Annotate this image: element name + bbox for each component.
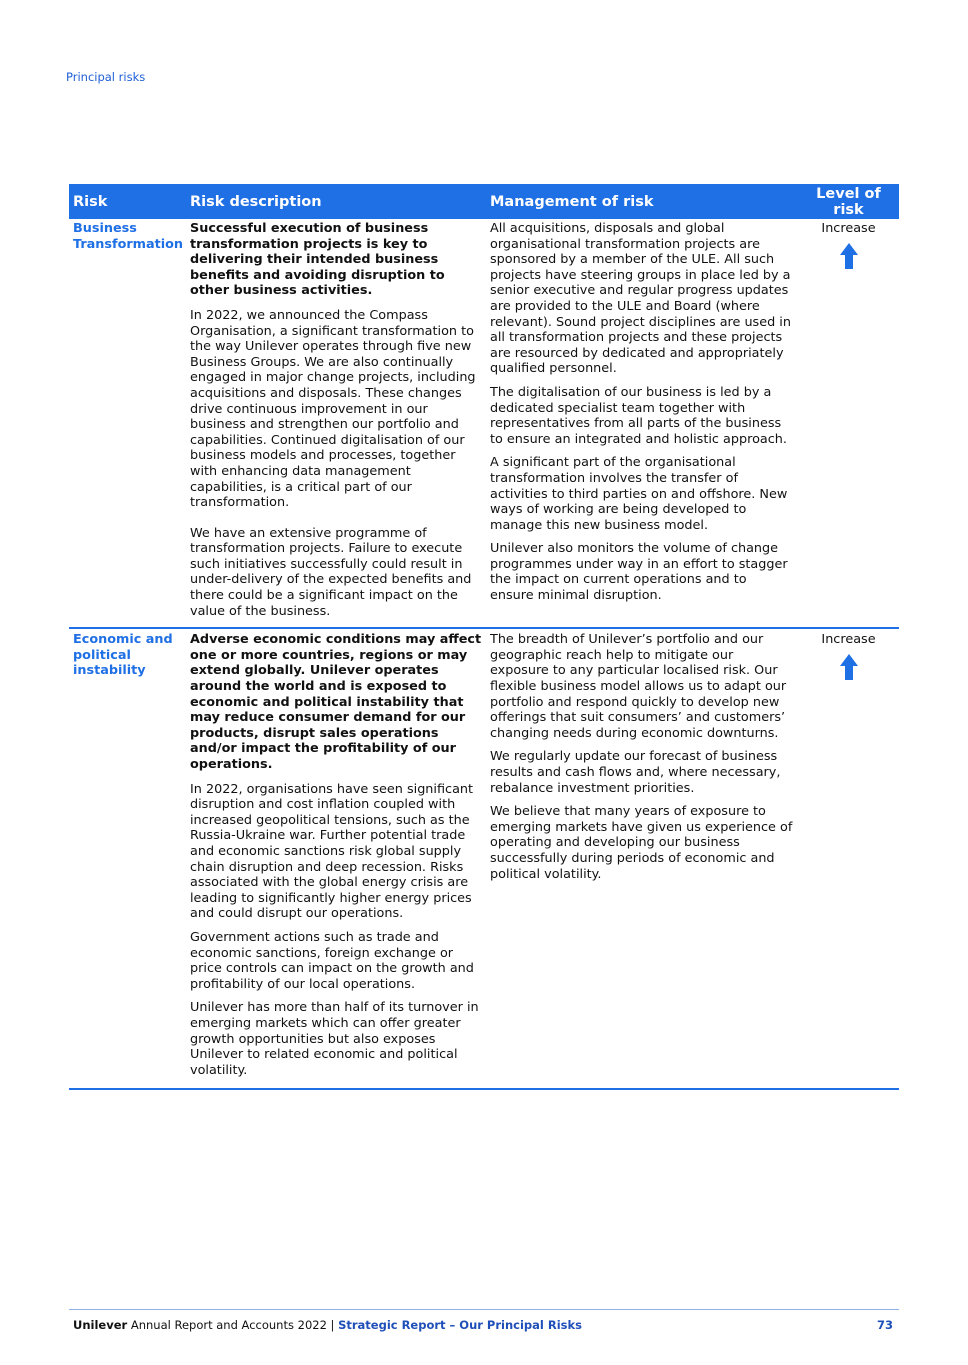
risk-management-paragraph: Unilever also monitors the volume of change programmes under way in an effort to stagger the impact on current operations and to ensure minimal disruption.: [490, 541, 788, 604]
risk-description: [186, 219, 486, 628]
risk-level-label: Increase: [821, 221, 876, 236]
risk-description-paragraph: Unilever has more than half of its turnover in emerging markets which can offer greater growth opportunities but also exposes Unilever to related economic and political volatility.: [190, 1000, 479, 1078]
footer-brand: Unilever: [73, 1318, 128, 1332]
risk-description-paragraph: In 2022, we announced the Compass Organisation, a significant transformation to the way Unilever operates through five new Business Groups. We are also continually engaged in major change projects, including acquisitions and disposals. These changes drive continuous improvement in our business and strengthen our portfolio and capabilities. Continued digitalisation of our business models and processes, together with enhancing data management capabilities, is a critical part of our transformation.: [190, 307, 476, 511]
table-row: [69, 628, 899, 1089]
risk-table: [69, 184, 899, 1090]
arrow-up-icon: [839, 653, 859, 681]
column-header-risk-description: Risk description: [186, 184, 486, 219]
risk-management: [486, 628, 798, 1089]
footer-report-section-link[interactable]: Strategic Report – Our Principal Risks: [338, 1318, 582, 1332]
risk-level: [798, 628, 899, 1089]
risk-management: [486, 219, 798, 628]
risk-description-paragraph: Government actions such as trade and economic sanctions, foreign exchange or price controls can impact on the growth and profitability of our local operations.: [190, 929, 474, 992]
footer-report-title: Annual Report and Accounts 2022 |: [127, 1318, 339, 1332]
table-row: [69, 219, 899, 628]
footer-divider: [69, 1309, 899, 1310]
risk-management-paragraph: We believe that many years of exposure to emerging markets have given us experience of operating and developing our business successfully during periods of economic and political volatility.: [490, 804, 793, 882]
risk-management-paragraph: All acquisitions, disposals and global organisational transformation projects are sponsored by a member of the ULE. All such projects have steering groups in place led by a senior executive and regular progress updates are provided to the ULE and Board (where relevant). Sound project disciplines are used in all transformation projects and these projects are resourced by dedicated and appropriately qualified personnel.: [490, 221, 791, 377]
risk-level-label: Increase: [821, 632, 876, 648]
table-header-row: [69, 184, 899, 219]
section-label: Principal risks: [66, 70, 146, 84]
column-header-level-of-risk: Level of risk: [798, 184, 899, 219]
risk-name: Business Transformation: [73, 221, 184, 252]
page-footer: [73, 1318, 893, 1332]
risk-management-paragraph: The breadth of Unilever’s portfolio and our geographic reach help to mitigate our exposure to any particular localised risk. Our flexible business model allows us to adapt our portfolio and respond quickly to develop new offerings that suit consumers’ and customers’ changing needs during economic downturns.: [490, 632, 787, 741]
risk-level: [798, 219, 899, 628]
risk-management-paragraph: A significant part of the organisational transformation involves the transfer of activities to third parties on and offshore. New ways of working are being developed to manage this new business model.: [490, 455, 788, 533]
column-header-management-of-risk: Management of risk: [486, 184, 798, 219]
page-number: 73: [876, 1318, 893, 1332]
risk-management-paragraph: We regularly update our forecast of business results and cash flows and, where necessary, rebalance investment priorities.: [490, 749, 781, 796]
arrow-up-icon: [839, 242, 859, 270]
risk-description-paragraph: In 2022, organisations have seen significant disruption and cost inflation coupled with increased geopolitical tensions, such as the Russia-Ukraine war. Further potential trade and economic sanctions risk global supply chain disruption and deep recession. Risks associated with the global energy crisis are leading to significantly higher energy prices and could disrupt our operations.: [190, 781, 474, 922]
risk-description-paragraph: We have an extensive programme of transformation projects. Failure to execute such initiatives successfully could result in under-delivery of the expected benefits and there could be a significant impact on the value of the business.: [190, 525, 472, 619]
risk-description-lead: Adverse economic conditions may affect one or more countries, regions or may extend globally. Unilever operates around the world and is exposed to economic and political instability that may reduce consumer demand for our products, disrupt sales operations and/or impact the profitability of our operations.: [190, 632, 482, 772]
risk-management-paragraph: The digitalisation of our business is led by a dedicated specialist team together with representatives from all parts of the business to ensure an integrated and holistic approach.: [490, 384, 787, 447]
risk-description: [186, 628, 486, 1089]
column-header-risk: Risk: [69, 184, 186, 219]
risk-name: Economic and political instability: [69, 628, 186, 1089]
risk-description-lead: Successful execution of business transformation projects is key to delivering their intended business benefits and avoiding disruption to other business activities.: [190, 221, 445, 299]
